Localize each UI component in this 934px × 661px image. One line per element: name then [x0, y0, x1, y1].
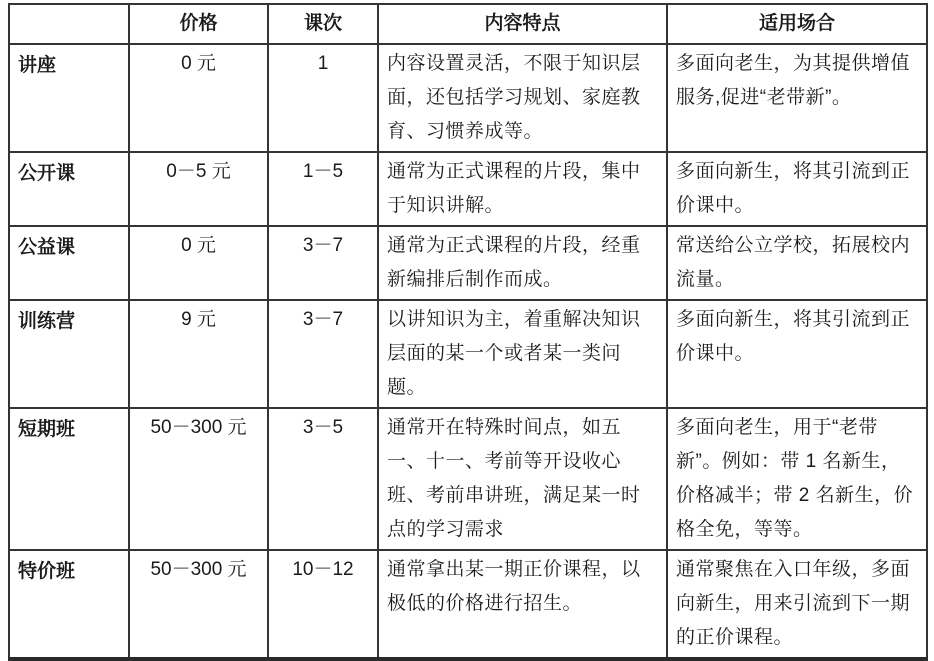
- occasions-cell: 常送给公立学校，拓展校内流量。: [667, 226, 927, 300]
- features-cell: 以讲知识为主，着重解决知识层面的某一个或者某一类问题。: [378, 300, 667, 408]
- sessions-cell: 1: [268, 44, 378, 152]
- header-price: 价格: [129, 4, 268, 44]
- table-row-special-price-class: [9, 550, 927, 659]
- price-cell: 50－300 元: [129, 550, 268, 659]
- sessions-cell: 3－5: [268, 408, 378, 550]
- features-cell: 通常开在特殊时间点，如五一、十一、考前等开设收心班、考前串讲班，满足某一时点的学习需求: [378, 408, 667, 550]
- occasions-cell: 多面向老生，为其提供增值服务,促进“老带新”。: [667, 44, 927, 152]
- occasions-cell: 多面向新生，将其引流到正价课中。: [667, 300, 927, 408]
- table-row-lecture: [9, 44, 927, 152]
- sessions-cell: 3－7: [268, 226, 378, 300]
- row-type-cell: 公益课: [9, 226, 129, 300]
- features-cell: 通常为正式课程的片段，集中于知识讲解。: [378, 152, 667, 226]
- sessions-cell: 1－5: [268, 152, 378, 226]
- occasions-cell: 多面向新生，将其引流到正价课中。: [667, 152, 927, 226]
- price-cell: 50－300 元: [129, 408, 268, 550]
- sessions-cell: 10－12: [268, 550, 378, 659]
- header-sessions: 课次: [268, 4, 378, 44]
- features-cell: 内容设置灵活，不限于知识层面，还包括学习规划、家庭教育、习惯养成等。: [378, 44, 667, 152]
- header-type: [9, 4, 129, 44]
- table-row-short-term-class: [9, 408, 927, 550]
- header-row: [9, 4, 927, 44]
- page: [8, 3, 926, 648]
- header-features: 内容特点: [378, 4, 667, 44]
- features-cell: 通常为正式课程的片段，经重新编排后制作而成。: [378, 226, 667, 300]
- row-type-cell: 公开课: [9, 152, 129, 226]
- course-type-table: [8, 3, 928, 661]
- sessions-cell: 3－7: [268, 300, 378, 408]
- table-row-open-class: [9, 152, 927, 226]
- features-cell: 通常拿出某一期正价课程，以极低的价格进行招生。: [378, 550, 667, 659]
- occasions-cell: 多面向老生，用于“老带新”。例如：带 1 名新生，价格减半；带 2 名新生，价格全免，等等。: [667, 408, 927, 550]
- price-cell: 0 元: [129, 226, 268, 300]
- header-occasions: 适用场合: [667, 4, 927, 44]
- row-type-cell: 特价班: [9, 550, 129, 659]
- price-cell: 0－5 元: [129, 152, 268, 226]
- row-type-cell: 短期班: [9, 408, 129, 550]
- price-cell: 9 元: [129, 300, 268, 408]
- occasions-cell: 通常聚焦在入口年级，多面向新生，用来引流到下一期的正价课程。: [667, 550, 927, 659]
- row-type-cell: 训练营: [9, 300, 129, 408]
- row-type-cell: 讲座: [9, 44, 129, 152]
- price-cell: 0 元: [129, 44, 268, 152]
- table-row-charity-class: [9, 226, 927, 300]
- table-row-training-camp: [9, 300, 927, 408]
